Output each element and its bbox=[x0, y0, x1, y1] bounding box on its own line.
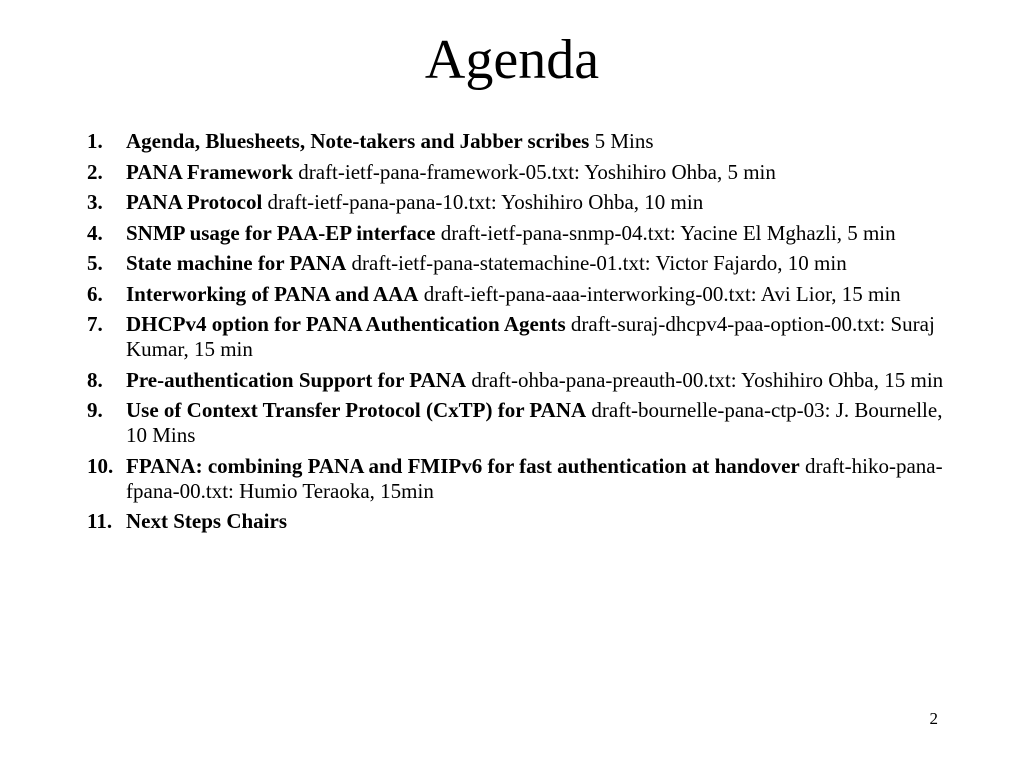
agenda-item-topic: PANA Framework bbox=[126, 159, 293, 184]
agenda-item-topic: DHCPv4 option for PANA Authentication Agents bbox=[126, 312, 566, 336]
agenda-item-topic: Use of Context Transfer Protocol (CxTP) for PANA bbox=[126, 398, 587, 422]
agenda-item-text bbox=[126, 312, 957, 362]
agenda-item-detail: draft-bournelle-pana-ctp-03: J. Bournelle, 10 Mins bbox=[126, 398, 943, 447]
agenda-item-topic: Pre-authentication Support for PANA bbox=[126, 367, 467, 392]
agenda-item-detail: draft-ieft-pana-aaa-interworking-00.txt: Avi Lior, 15 min bbox=[423, 281, 901, 306]
agenda-item-detail: draft-suraj-dhcpv4-paa-option-00.txt: Suraj Kumar, 15 min bbox=[126, 312, 935, 361]
agenda-item-detail: draft-hiko-pana-fpana-00.txt: Humio Teraoka, 15min bbox=[126, 453, 943, 503]
agenda-item-detail: draft-ietf-pana-pana-10.txt: Yoshihiro Ohba, 10 min bbox=[267, 190, 704, 214]
agenda-item-text bbox=[126, 282, 957, 307]
agenda-item-topic: FPANA: combining PANA and FMIPv6 for fast authentication at handover bbox=[126, 453, 800, 478]
agenda-item-number: 6. bbox=[87, 281, 103, 306]
agenda-item-number: 7. bbox=[87, 312, 103, 336]
agenda-item bbox=[87, 509, 957, 534]
agenda-item-topic: PANA Protocol bbox=[126, 190, 263, 214]
agenda-item-text bbox=[126, 398, 957, 448]
agenda-item-number: 1. bbox=[87, 129, 103, 153]
agenda-item-topic: Agenda, Bluesheets, Note-takers and Jabber scribes bbox=[126, 129, 590, 153]
agenda-item-detail: 5 Mins bbox=[594, 129, 654, 153]
agenda-item-text bbox=[126, 509, 957, 534]
agenda-item bbox=[87, 160, 957, 185]
agenda-item-text bbox=[126, 190, 957, 215]
agenda-item-topic: State machine for PANA bbox=[126, 251, 347, 275]
agenda-item-detail: draft-ietf-pana-framework-05.txt: Yoshihiro Ohba, 5 min bbox=[298, 159, 776, 184]
agenda-item-number: 10. bbox=[87, 453, 114, 478]
agenda-item-text bbox=[126, 160, 957, 185]
agenda-item-number: 3. bbox=[87, 190, 103, 214]
agenda-item bbox=[87, 251, 957, 276]
agenda-item-detail: draft-ohba-pana-preauth-00.txt: Yoshihiro Ohba, 15 min bbox=[471, 367, 944, 392]
agenda-item-number: 8. bbox=[87, 367, 103, 392]
agenda-item-number: 5. bbox=[87, 251, 103, 275]
agenda-item-number: 11. bbox=[87, 509, 113, 533]
agenda-item-number: 2. bbox=[87, 159, 103, 184]
agenda-item-topic: SNMP usage for PAA-EP interface bbox=[126, 220, 436, 245]
agenda-item-number: 9. bbox=[87, 398, 103, 422]
agenda-item bbox=[87, 454, 957, 504]
agenda-item bbox=[87, 221, 957, 246]
agenda-item bbox=[87, 282, 957, 307]
agenda-item-text bbox=[126, 251, 957, 276]
slide-title: Agenda bbox=[424, 29, 600, 91]
agenda-item bbox=[87, 312, 957, 362]
agenda-item-topic: Next Steps Chairs bbox=[126, 509, 287, 533]
agenda-item-number: 4. bbox=[87, 220, 103, 245]
agenda-item-topic: Interworking of PANA and AAA bbox=[126, 281, 419, 306]
agenda-item-text bbox=[126, 221, 957, 246]
agenda-item-text bbox=[126, 454, 957, 504]
agenda-item bbox=[87, 190, 957, 215]
agenda-item bbox=[87, 368, 957, 393]
page-number: 2 bbox=[929, 709, 938, 728]
agenda-item bbox=[87, 129, 957, 154]
agenda-list bbox=[87, 129, 957, 540]
agenda-item-detail: draft-ietf-pana-statemachine-01.txt: Victor Fajardo, 10 min bbox=[351, 251, 847, 275]
agenda-item-text bbox=[126, 129, 957, 154]
agenda-item-text bbox=[126, 368, 957, 393]
agenda-item bbox=[87, 398, 957, 448]
agenda-item-detail: draft-ietf-pana-snmp-04.txt: Yacine El Mghazli, 5 min bbox=[440, 220, 896, 245]
